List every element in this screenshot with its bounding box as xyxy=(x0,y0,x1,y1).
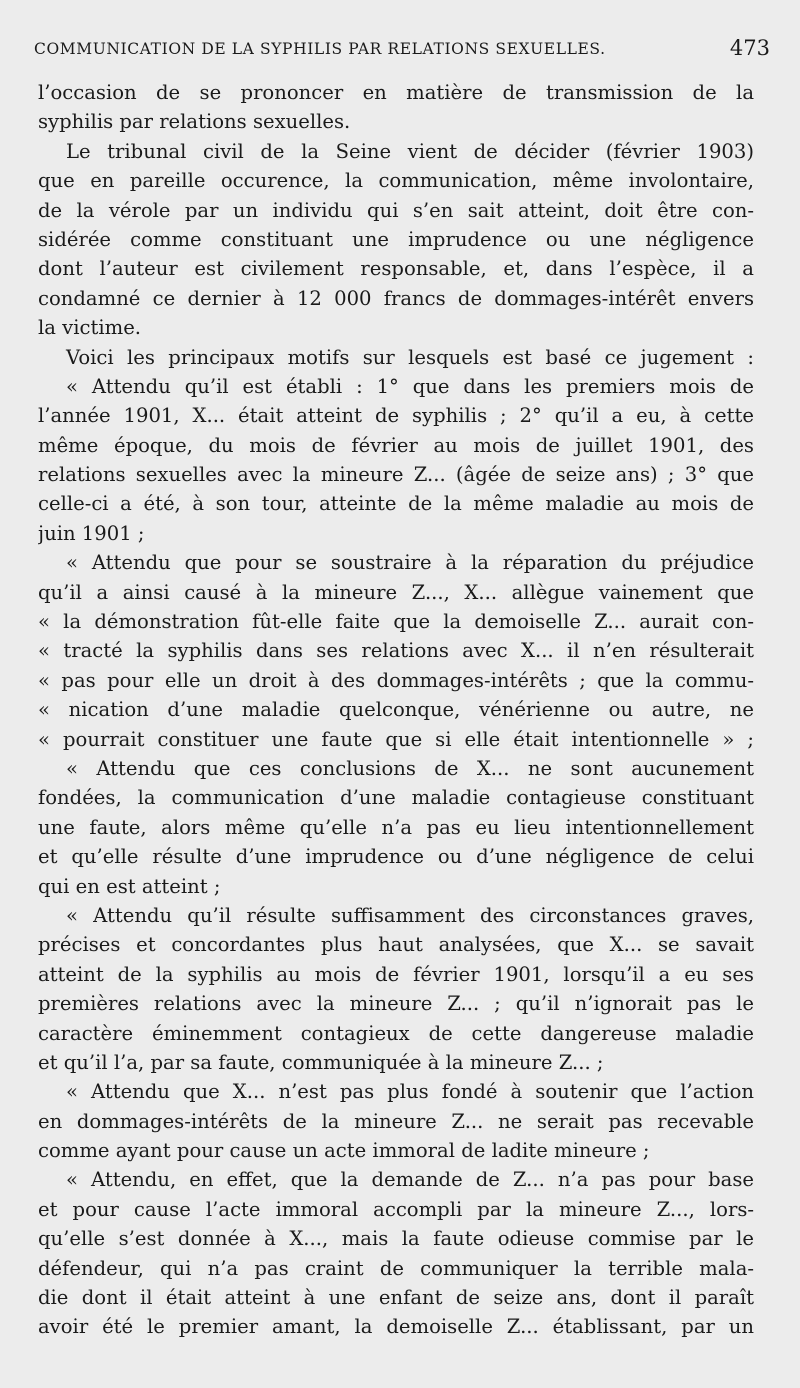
text-line: sidérée comme constituant une imprudence ou une négligence xyxy=(38,227,754,251)
text-line: une faute, alors même qu’elle n’a pas eu lieu intentionnellement xyxy=(38,815,754,839)
text-line: Le tribunal civil de la Seine vient de décider (février 1903) xyxy=(66,139,754,163)
text-line: « Attendu que pour se soustraire à la réparation du préjudice xyxy=(66,551,754,575)
text-line: l’année 1901, X... était atteint de syphilis ; 2° qu’il a eu, à cette xyxy=(38,404,754,428)
text-line: Voici les principaux motifs sur lesquels est basé ce jugement : xyxy=(66,345,754,369)
text-line: qu’elle s’est donnée à X..., mais la faute odieuse commise par le xyxy=(38,1227,754,1251)
text-line: « tracté la syphilis dans ses relations avec X... il n’en résulterait xyxy=(38,639,754,663)
text-line: et qu’elle résulte d’une imprudence ou d’une négligence de celui xyxy=(38,845,754,869)
text-line: atteint de la syphilis au mois de février 1901, lorsqu’il a eu ses xyxy=(38,962,754,986)
text-line: condamné ce dernier à 12 000 francs de dommages-intérêt envers xyxy=(38,286,754,310)
text-line: premières relations avec la mineure Z... ; qu’il n’ignorait pas le xyxy=(38,992,754,1016)
text-line: et pour cause l’acte immoral accompli par la mineure Z..., lors- xyxy=(38,1197,754,1221)
text-line: « pas pour elle un droit à des dommages-intérêts ; que la commu- xyxy=(38,668,754,692)
text-line: « Attendu qu’il résulte suffisamment des circonstances graves, xyxy=(66,903,754,927)
running-title: COMMUNICATION DE LA SYPHILIS PAR RELATIONS SEXUELLES. xyxy=(34,40,606,58)
body-text xyxy=(38,78,754,1342)
text-line: qui en est atteint ; xyxy=(38,874,221,898)
running-header xyxy=(34,36,770,66)
text-line: et qu’il l’a, par sa faute, communiquée à la mineure Z... ; xyxy=(38,1050,604,1074)
text-line: « la démonstration fût-elle faite que la demoiselle Z... aurait con- xyxy=(38,610,754,634)
text-line: qu’il a ainsi causé à la mineure Z..., X... allègue vainement que xyxy=(38,580,754,604)
text-line: dont l’auteur est civilement responsable, et, dans l’espèce, il a xyxy=(38,257,754,281)
text-line: « Attendu, en effet, que la demande de Z... n’a pas pour base xyxy=(66,1168,754,1192)
text-line: « pourrait constituer une faute que si elle était intentionnelle » ; xyxy=(38,727,754,751)
text-line: avoir été le premier amant, la demoiselle Z... établissant, par un xyxy=(38,1315,754,1339)
text-line: défendeur, qui n’a pas craint de communiquer la terrible mala- xyxy=(38,1256,754,1280)
text-line: que en pareille occurence, la communication, même involontaire, xyxy=(38,169,754,193)
text-line: de la vérole par un individu qui s’en sait atteint, doit être con- xyxy=(38,198,754,222)
text-line: la victime. xyxy=(38,316,142,340)
text-line: comme ayant pour cause un acte immoral de ladite mineure ; xyxy=(38,1139,650,1163)
text-line: même époque, du mois de février au mois de juillet 1901, des xyxy=(38,433,754,457)
text-line: en dommages-intérêts de la mineure Z... ne serait pas recevable xyxy=(38,1109,754,1133)
text-line: syphilis par relations sexuelles. xyxy=(38,110,351,134)
text-line: précises et concordantes plus haut analysées, que X... se savait xyxy=(38,933,754,957)
text-line: « Attendu qu’il est établi : 1° que dans les premiers mois de xyxy=(66,374,754,398)
text-line: relations sexuelles avec la mineure Z... (âgée de seize ans) ; 3° que xyxy=(38,463,754,487)
text-line: « Attendu que X... n’est pas plus fondé à soutenir que l’action xyxy=(66,1080,754,1104)
text-line: « Attendu que ces conclusions de X... ne sont aucunement xyxy=(66,756,754,780)
text-line: « nication d’une maladie quelconque, vénérienne ou autre, ne xyxy=(38,698,754,722)
page-number: 473 xyxy=(729,36,770,60)
text-line: caractère éminemment contagieux de cette dangereuse maladie xyxy=(38,1021,754,1045)
text-line: juin 1901 ; xyxy=(38,521,145,545)
text-line: l’occasion de se prononcer en matière de transmission de la xyxy=(38,81,754,104)
text-line: die dont il était atteint à une enfant de seize ans, dont il paraît xyxy=(38,1286,754,1310)
text-line: fondées, la communication d’une maladie contagieuse constituant xyxy=(38,786,754,810)
text-line: celle-ci a été, à son tour, atteinte de la même maladie au mois de xyxy=(38,492,754,516)
